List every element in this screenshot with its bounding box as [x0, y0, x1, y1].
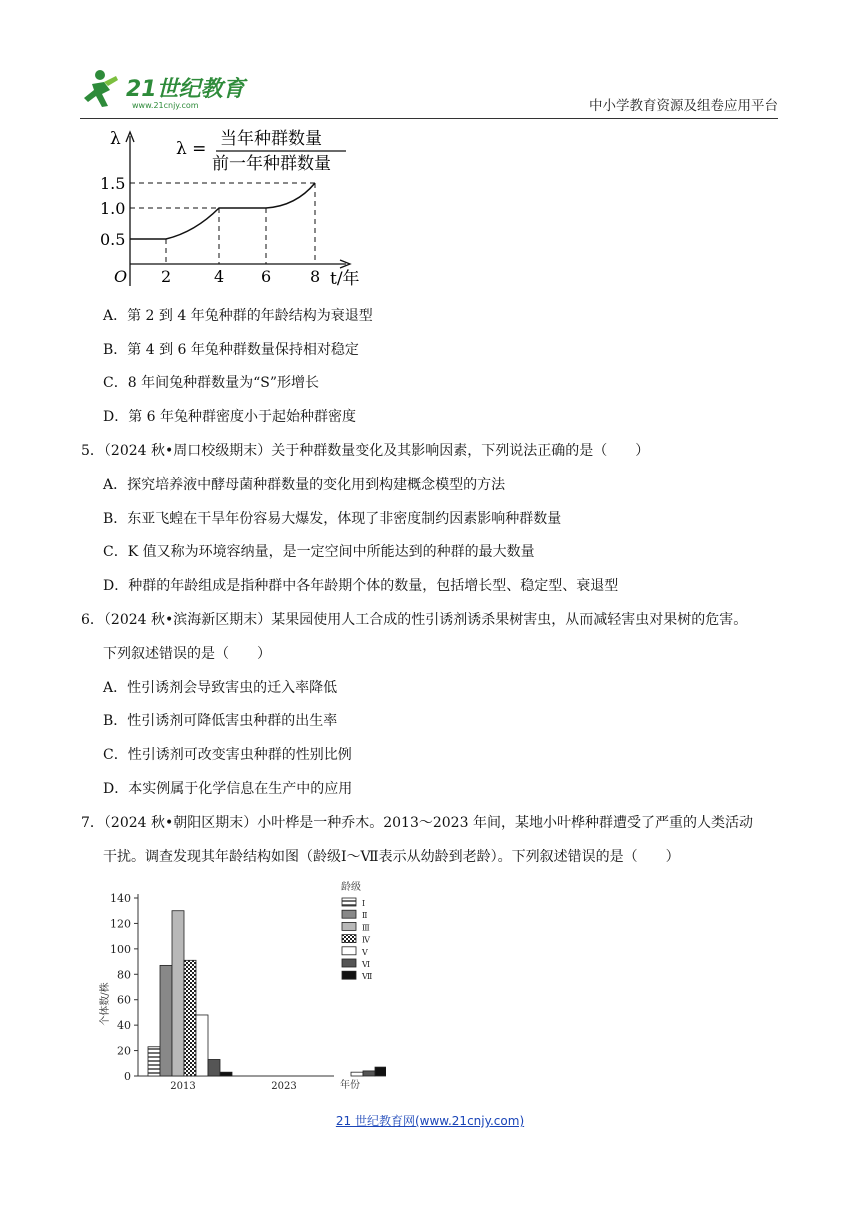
bar-2023-6 [375, 1067, 386, 1076]
legend-label-2: Ⅲ [362, 923, 370, 933]
legend-label-0: Ⅰ [362, 899, 366, 908]
bar-2013-1 [160, 965, 172, 1076]
x-tick-6: 6 [261, 267, 272, 286]
q6-stem: 6．（2024 秋•滨海新区期末）某果园使用人工合成的性引诱剂诱杀果树害虫，从而减轻害虫对果树的危害。 [81, 612, 748, 628]
legend-swatch-1 [342, 910, 356, 918]
y-tick-0.5: 0.5 [100, 230, 126, 249]
x-axis-label: t/年 [330, 269, 360, 289]
q7-stem-continued: 干扰。调查发现其年龄结构如图（龄级Ⅰ～Ⅶ表示从幼龄到老龄）。下列叙述错误的是（ ） [103, 849, 680, 865]
logo-text: 21世纪教育 [126, 77, 245, 102]
q6-stem-continued: 下列叙述错误的是（ ） [103, 646, 271, 662]
header-divider [80, 118, 778, 119]
lambda-curve [130, 183, 315, 239]
y-axis-symbol: λ [110, 129, 121, 149]
y-tick-1.5: 1.5 [100, 174, 126, 193]
q4-option-a: A．第 2 到 4 年兔种群的年龄结构为衰退型 [103, 308, 373, 324]
chart-xlabel: 年份 [340, 1080, 360, 1091]
y-tick-label: 120 [110, 917, 131, 931]
legend-label-1: Ⅱ [362, 911, 368, 921]
bar-2013-2 [172, 911, 184, 1076]
platform-title: 中小学教育资源及组卷应用平台 [589, 98, 778, 114]
bar-2013-5 [208, 1059, 220, 1076]
y-tick-label: 40 [117, 1019, 131, 1033]
runner-icon [84, 70, 118, 107]
lambda-graph [100, 122, 380, 294]
y-tick-label: 80 [117, 968, 131, 982]
q5-option-c: C．K 值又称为环境容纳量，是一定空间中所能达到的种群的最大数量 [103, 544, 535, 560]
y-tick-label: 20 [117, 1044, 131, 1058]
bar-2013-4 [196, 1015, 208, 1076]
legend-swatch-5 [342, 959, 356, 967]
x-tick-4: 4 [214, 267, 225, 286]
q5-stem: 5．（2024 秋•周口校级期末）关于种群数量变化及其影响因素，下列说法正确的是（ ） [81, 443, 650, 459]
chart-legend-title: 龄级 [341, 882, 361, 893]
footer [0, 1112, 860, 1129]
bar-2013-6 [220, 1072, 232, 1076]
x-tick-2: 2 [161, 267, 172, 286]
q4-option-d: D．第 6 年兔种群密度小于起始种群密度 [103, 409, 357, 425]
q6-option-a: A．性引诱剂会导致害虫的迁入率降低 [103, 680, 338, 696]
age-structure-chart [96, 876, 386, 1098]
bar-2023-5 [363, 1071, 375, 1076]
formula-lhs: λ = [176, 139, 207, 159]
bar-2013-0 [148, 1047, 160, 1076]
origin-label: O [114, 267, 128, 286]
q4-option-b: B．第 4 到 6 年兔种群数量保持相对稳定 [103, 342, 359, 358]
legend-swatch-4 [342, 947, 356, 955]
legend-label-4: Ⅴ [362, 947, 368, 957]
y-tick-1.0: 1.0 [100, 199, 126, 218]
formula-numerator: 当年种群数量 [220, 129, 322, 149]
bar-2023-4 [351, 1072, 363, 1076]
y-tick-label: 140 [110, 892, 131, 905]
x-tick-label: 2013 [170, 1081, 196, 1092]
y-tick-label: 0 [124, 1070, 131, 1083]
x-tick-8: 8 [310, 267, 321, 286]
legend-swatch-2 [342, 922, 356, 930]
legend-swatch-6 [342, 971, 356, 979]
bar-2013-3 [184, 960, 196, 1076]
q4-option-c: C．8 年间兔种群数量为“S”形增长 [103, 375, 319, 391]
q6-option-c: C．性引诱剂可改变害虫种群的性别比例 [103, 747, 352, 763]
logo-subtext: www.21cnjy.com [132, 101, 199, 110]
y-tick-label: 60 [117, 993, 131, 1007]
legend-label-5: Ⅵ [362, 960, 371, 969]
site-logo [80, 66, 250, 112]
legend-swatch-0 [342, 898, 356, 906]
q7-stem: 7．（2024 秋•朝阳区期末）小叶桦是一种乔木。2013～2023 年间，某地小叶桦种群遭受了严重的人类活动 [81, 815, 753, 831]
formula-denominator: 前一年种群数量 [212, 154, 331, 174]
chart-ylabel: 个体数/株 [100, 982, 111, 1026]
legend-label-6: Ⅶ [362, 972, 373, 982]
q5-option-b: B．东亚飞蝗在干旱年份容易大爆发，体现了非密度制约因素影响种群数量 [103, 511, 562, 527]
q5-option-a: A．探究培养液中酵母菌种群数量的变化用到构建概念模型的方法 [103, 477, 506, 493]
q5-option-d: D．种群的年龄组成是指种群中各年龄期个体的数量，包括增长型、稳定型、衰退型 [103, 578, 619, 594]
page-header [80, 60, 778, 120]
legend-swatch-3 [342, 935, 356, 943]
footer-link[interactable]: 21 世纪教育网(www.21cnjy.com) [335, 1114, 525, 1128]
q6-option-d: D．本实例属于化学信息在生产中的应用 [103, 781, 353, 797]
x-tick-label: 2023 [271, 1081, 297, 1092]
y-tick-label: 100 [110, 942, 131, 956]
q6-option-b: B．性引诱剂可降低害虫种群的出生率 [103, 713, 338, 729]
legend-label-3: Ⅳ [362, 935, 370, 945]
